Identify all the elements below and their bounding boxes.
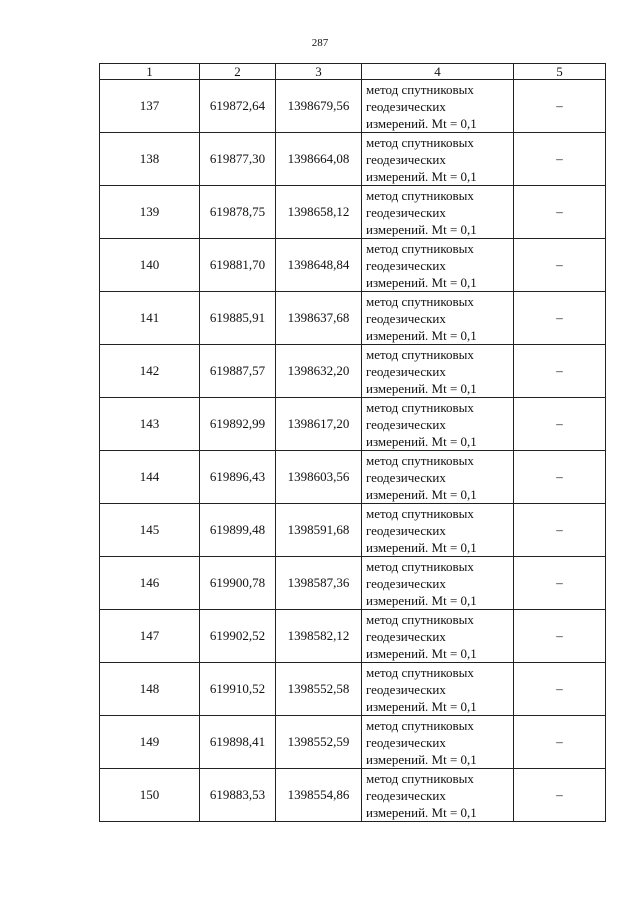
note-cell: – [514,292,606,345]
y-coordinate-cell: 1398603,56 [276,451,362,504]
y-coordinate-cell: 1398617,20 [276,398,362,451]
method-text-line: метод спутниковых [366,399,474,415]
table-row [100,345,606,398]
x-coordinate-cell: 619878,75 [200,186,276,239]
method-cell [362,451,514,504]
method-text-line: метод спутниковых [366,240,474,256]
method-text-line: измерений. Mt = 0,1 [366,751,477,767]
point-number-cell: 148 [100,663,200,716]
point-number-cell: 139 [100,186,200,239]
method-text-line: метод спутниковых [366,293,474,309]
column-header-3: 3 [276,64,362,80]
table-body [100,80,606,822]
method-cell [362,663,514,716]
y-coordinate-cell: 1398591,68 [276,504,362,557]
method-text-line: метод спутниковых [366,134,474,150]
table-row [100,398,606,451]
method-text-line: метод спутниковых [366,81,474,97]
note-cell: – [514,610,606,663]
method-text-line: геодезических [366,151,446,167]
point-number-cell: 145 [100,504,200,557]
method-cell [362,769,514,822]
y-coordinate-cell: 1398587,36 [276,557,362,610]
method-text-line: измерений. Mt = 0,1 [366,698,477,714]
method-text-line: метод спутниковых [366,770,474,786]
column-header-5: 5 [514,64,606,80]
y-coordinate-cell: 1398648,84 [276,239,362,292]
column-header-1: 1 [100,64,200,80]
method-text-line: измерений. Mt = 0,1 [366,221,477,237]
note-cell: – [514,133,606,186]
point-number-cell: 149 [100,716,200,769]
point-number-cell: 150 [100,769,200,822]
table-row [100,292,606,345]
method-text-line: геодезических [366,363,446,379]
note-cell: – [514,504,606,557]
method-cell [362,239,514,292]
method-cell [362,504,514,557]
method-text-line: метод спутниковых [366,452,474,468]
y-coordinate-cell: 1398664,08 [276,133,362,186]
note-cell: – [514,451,606,504]
point-number-cell: 143 [100,398,200,451]
method-text-line: геодезических [366,734,446,750]
page-number: 287 [311,37,329,49]
column-header-4: 4 [362,64,514,80]
method-text-line: геодезических [366,575,446,591]
method-text-line: геодезических [366,98,446,114]
x-coordinate-cell: 619877,30 [200,133,276,186]
point-number-cell: 144 [100,451,200,504]
method-text-line: метод спутниковых [366,187,474,203]
y-coordinate-cell: 1398552,59 [276,716,362,769]
note-cell: – [514,769,606,822]
table-row [100,504,606,557]
method-cell [362,398,514,451]
method-text-line: метод спутниковых [366,558,474,574]
method-text-line: измерений. Mt = 0,1 [366,115,477,131]
method-text-line: геодезических [366,469,446,485]
note-cell: – [514,663,606,716]
method-text-line: измерений. Mt = 0,1 [366,486,477,502]
method-text-line: измерений. Mt = 0,1 [366,645,477,661]
point-number-cell: 141 [100,292,200,345]
note-cell: – [514,398,606,451]
table-row [100,80,606,133]
method-text-line: метод спутниковых [366,664,474,680]
method-cell [362,133,514,186]
method-text-line: геодезических [366,681,446,697]
method-cell [362,557,514,610]
x-coordinate-cell: 619885,91 [200,292,276,345]
method-cell [362,716,514,769]
method-text-line: метод спутниковых [366,611,474,627]
method-text-line: измерений. Mt = 0,1 [366,274,477,290]
method-text-line: геодезических [366,204,446,220]
y-coordinate-cell: 1398679,56 [276,80,362,133]
point-number-cell: 146 [100,557,200,610]
column-header-2: 2 [200,64,276,80]
note-cell: – [514,186,606,239]
x-coordinate-cell: 619872,64 [200,80,276,133]
x-coordinate-cell: 619899,48 [200,504,276,557]
table-row [100,186,606,239]
x-coordinate-cell: 619887,57 [200,345,276,398]
x-coordinate-cell: 619898,41 [200,716,276,769]
method-cell [362,80,514,133]
method-text-line: метод спутниковых [366,717,474,733]
note-cell: – [514,716,606,769]
method-cell [362,186,514,239]
method-text-line: измерений. Mt = 0,1 [366,539,477,555]
table-row [100,451,606,504]
method-text-line: измерений. Mt = 0,1 [366,433,477,449]
method-text-line: метод спутниковых [366,346,474,362]
note-cell: – [514,239,606,292]
coordinates-table [99,63,606,822]
point-number-cell: 140 [100,239,200,292]
point-number-cell: 138 [100,133,200,186]
table-row [100,133,606,186]
method-text-line: измерений. Mt = 0,1 [366,380,477,396]
point-number-cell: 142 [100,345,200,398]
table-header [100,64,606,80]
point-number-cell: 147 [100,610,200,663]
y-coordinate-cell: 1398554,86 [276,769,362,822]
x-coordinate-cell: 619892,99 [200,398,276,451]
point-number-cell: 137 [100,80,200,133]
method-text-line: измерений. Mt = 0,1 [366,804,477,820]
y-coordinate-cell: 1398632,20 [276,345,362,398]
table-row [100,239,606,292]
table-row [100,663,606,716]
method-text-line: геодезических [366,522,446,538]
method-text-line: геодезических [366,310,446,326]
table-row [100,769,606,822]
table-row [100,557,606,610]
note-cell: – [514,345,606,398]
x-coordinate-cell: 619883,53 [200,769,276,822]
table-row [100,716,606,769]
method-cell [362,610,514,663]
header-row [100,64,606,80]
y-coordinate-cell: 1398552,58 [276,663,362,716]
y-coordinate-cell: 1398637,68 [276,292,362,345]
x-coordinate-cell: 619900,78 [200,557,276,610]
method-text-line: измерений. Mt = 0,1 [366,592,477,608]
x-coordinate-cell: 619910,52 [200,663,276,716]
x-coordinate-cell: 619902,52 [200,610,276,663]
y-coordinate-cell: 1398582,12 [276,610,362,663]
method-text-line: метод спутниковых [366,505,474,521]
method-text-line: геодезических [366,787,446,803]
table-row [100,610,606,663]
note-cell: – [514,557,606,610]
method-text-line: геодезических [366,257,446,273]
x-coordinate-cell: 619896,43 [200,451,276,504]
method-text-line: измерений. Mt = 0,1 [366,327,477,343]
method-text-line: геодезических [366,628,446,644]
y-coordinate-cell: 1398658,12 [276,186,362,239]
method-cell [362,292,514,345]
x-coordinate-cell: 619881,70 [200,239,276,292]
method-text-line: измерений. Mt = 0,1 [366,168,477,184]
method-text-line: геодезических [366,416,446,432]
note-cell: – [514,80,606,133]
method-cell [362,345,514,398]
